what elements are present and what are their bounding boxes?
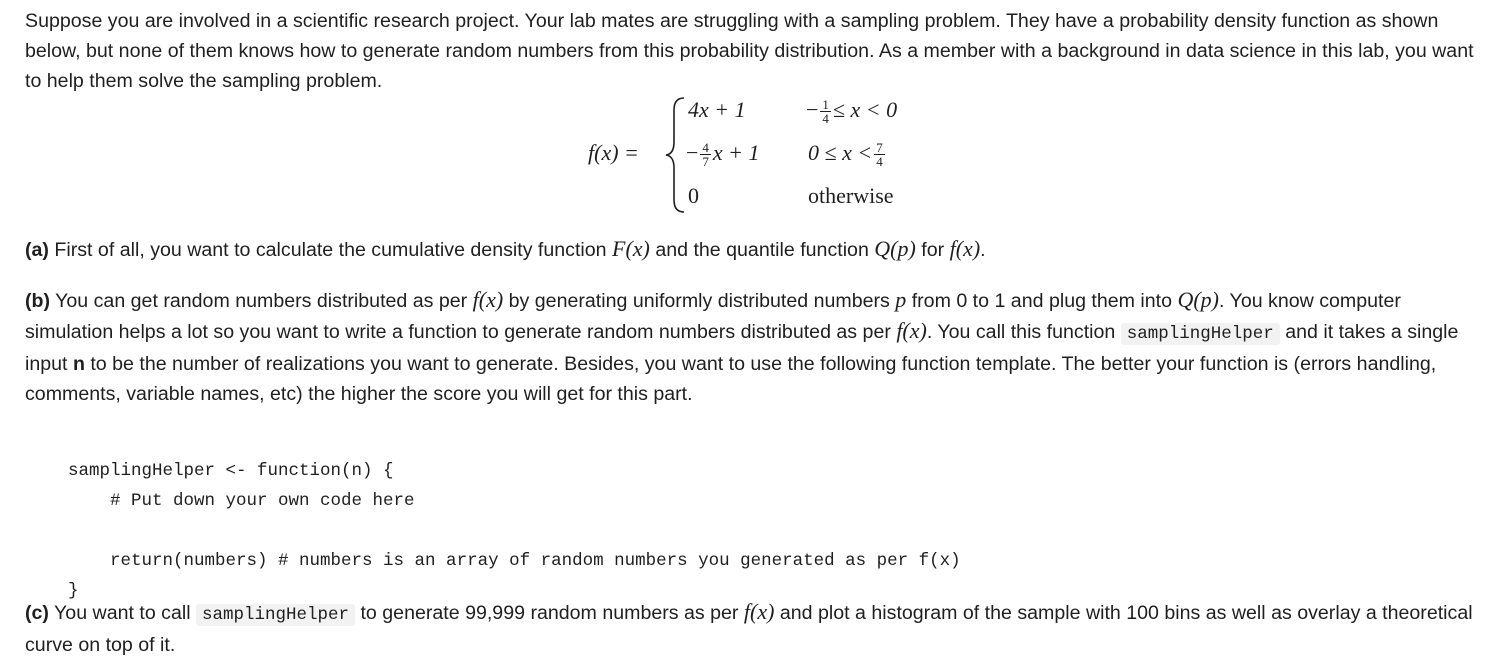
part-b-paragraph — [25, 285, 1480, 409]
math-f-x: f(x) — [743, 599, 775, 624]
code-line — [68, 516, 961, 546]
math-Q-p: Q(p) — [874, 236, 916, 261]
part-a-text-2: and the quantile function — [649, 239, 875, 261]
part-a-text-4: . — [980, 239, 986, 261]
part-c-label: (c) — [25, 602, 49, 624]
math-p: p — [895, 287, 907, 312]
part-a-text-3: for — [915, 239, 950, 261]
part-c-text-2: to generate 99,999 random numbers as per — [355, 602, 744, 624]
case3-cond: otherwise — [808, 183, 894, 208]
part-b-text-7: to be the number of realizations you want to generate. Besides, you want to use the following function template. The better your function is (errors handling, comments, variable names, etc) the higher the score you will get for this part. — [25, 353, 1437, 405]
part-a-paragraph — [25, 234, 1480, 265]
part-c-text-1: You want to call — [48, 602, 197, 624]
part-c-paragraph — [25, 597, 1480, 660]
part-b-text-1: You can get random numbers distributed as per — [50, 290, 473, 312]
part-b-text-5: . You call this function — [926, 321, 1121, 343]
case1-cond: − $\frac{1}{4}$ ≤ x < 0 — [806, 97, 898, 127]
part-b-text-3: from 0 to 1 and plug them into — [906, 290, 1178, 312]
math-f-x: f(x) — [949, 236, 981, 261]
part-b-text-6: and it takes a single input — [25, 321, 1459, 375]
math-f-x: f(x) — [896, 318, 927, 343]
inline-code-samplingHelper: samplingHelper — [196, 604, 355, 626]
math-F-x: F(x) — [612, 236, 650, 261]
part-b-text-2: by generating uniformly distributed numbers — [503, 290, 896, 312]
inline-code-samplingHelper: samplingHelper — [1121, 323, 1280, 345]
case3-expr: 0 — [688, 183, 699, 208]
code-line: samplingHelper <- function(n) { — [68, 461, 394, 481]
part-a-text-1: First of all, you want to calculate the cumulative density function — [48, 239, 613, 261]
pdf-lhs: f(x) = — [588, 140, 639, 165]
part-a-label: (a) — [25, 239, 49, 261]
part-b-text-4: . You know computer simulation helps a lot so you want to write a function to generate random numbers distributed as per — [25, 290, 1401, 343]
case1-expr: 4x + 1 — [688, 97, 746, 122]
case2-expr: − $\frac{4}{7}$ x + 1 — [686, 140, 760, 170]
left-brace — [664, 96, 686, 214]
code-line: } — [68, 581, 79, 601]
math-Q-p: Q(p) — [1177, 287, 1220, 312]
part-b-label: (b) — [25, 290, 51, 312]
code-line: # Put down your own code here — [68, 491, 415, 511]
math-f-x: f(x) — [472, 287, 504, 312]
intro-paragraph: Suppose you are involved in a scientific research project. Your lab mates are struggling with a sampling problem. They have a probability density function as shown below, but none of them knows how to generate random numbers from this probability distribution. As a member with a background in data science in this lab, you want to help them solve the sampling problem. — [25, 10, 1474, 92]
case2-cond: 0 ≤ x < $\frac{7}{4}$ — [808, 140, 883, 170]
part-c-text-3: and plot a histogram of the sample with 100 bins as well as overlay a theoretical curve on top of it. — [25, 602, 1473, 656]
code-line: return(numbers) # numbers is an array of random numbers you generated as per f(x) — [68, 551, 961, 571]
bold-n: n — [72, 353, 85, 375]
